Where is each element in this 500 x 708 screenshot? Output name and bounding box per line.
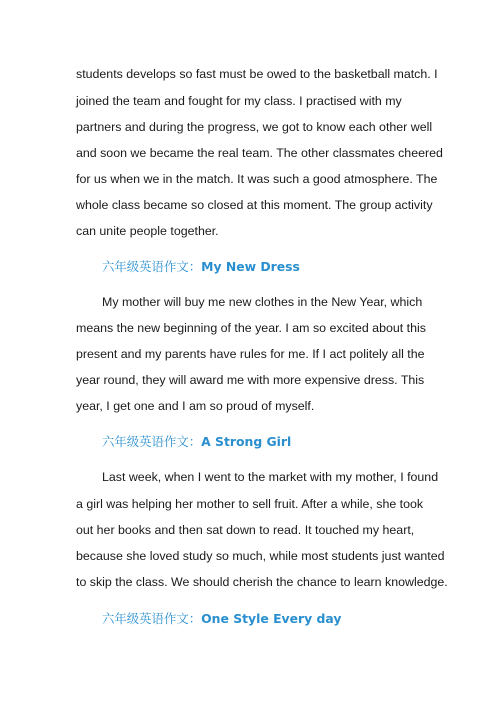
paragraph-line: year round, they will award me with more expensive dress. This [76, 373, 425, 387]
paragraph-line: partners and during the progress, we got to know each other well [76, 120, 433, 134]
paragraph-line: a girl was helping her mother to sell fruit. After a while, she took [76, 497, 424, 511]
paragraph-line: present and my parents have rules for me. If I act politely all the [76, 347, 425, 361]
paragraph-line: My mother will buy me new clothes in the New Year, which [102, 295, 423, 309]
paragraph-line: out her books and then sat down to read. It touched my heart, [76, 523, 415, 537]
paragraph-line: for us when we in the match. It was such a good atmosphere. The [76, 172, 438, 186]
heading-prefix: 六年级英语作文： [102, 259, 202, 274]
paragraph-line: can unite people together. [76, 224, 219, 238]
paragraph-line: joined the team and fought for my class. I practised with my [76, 94, 402, 108]
paragraph-line: students develops so fast must be owed to the basketball match. I [76, 67, 438, 81]
paragraph-line: Last week, when I went to the market with my mother, I found [102, 470, 439, 484]
paragraph-line: to skip the class. We should cherish the chance to learn knowledge. [76, 575, 448, 589]
paragraph-line: means the new beginning of the year. I am so excited about this [76, 321, 426, 335]
paragraph-line: whole class became so closed at this moment. The group activity [76, 198, 433, 212]
heading-title: A Strong Girl [201, 434, 292, 449]
paragraph-line: because she loved study so much, while most students just wanted [76, 549, 445, 563]
heading-title: My New Dress [201, 259, 300, 274]
heading-prefix: 六年级英语作文： [102, 434, 202, 449]
paragraph-line: and soon we became the real team. The other classmates cheered [76, 146, 443, 160]
section-heading-a-strong-girl [102, 434, 291, 450]
section-heading-my-new-dress [102, 259, 300, 275]
heading-prefix: 六年级英语作文： [102, 611, 202, 626]
paragraph-line: year, I get one and I am so proud of myself. [76, 399, 315, 413]
heading-title: One Style Every day [201, 611, 342, 626]
section-heading-one-style-every-day [102, 611, 341, 627]
